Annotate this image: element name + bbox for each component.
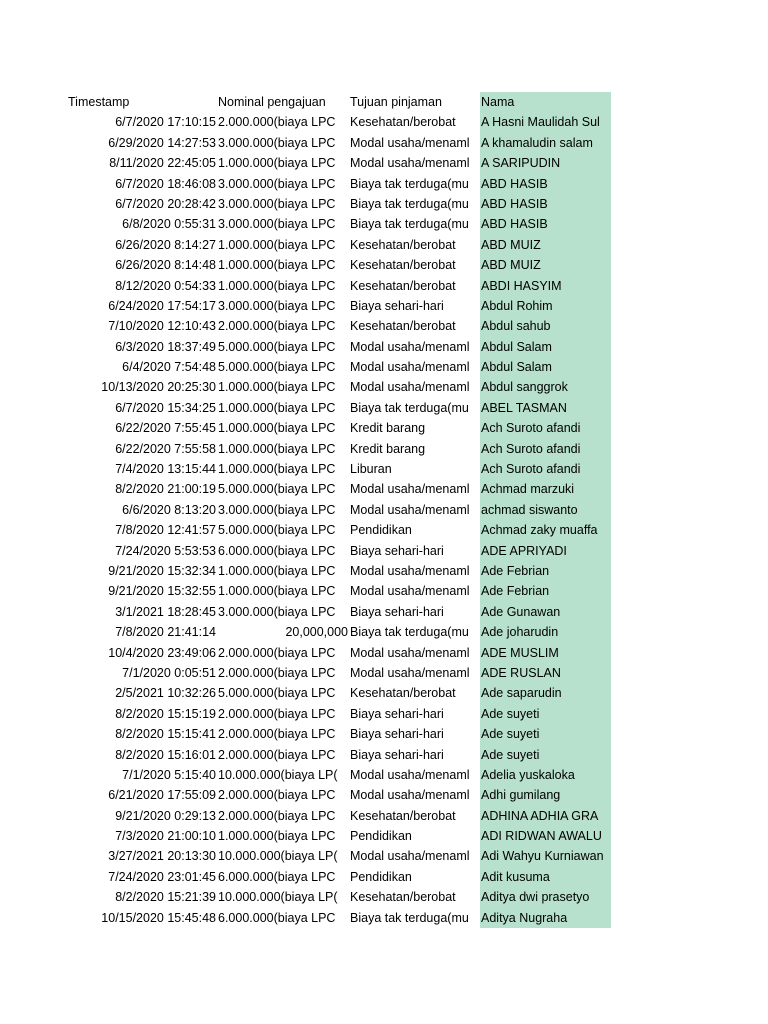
table-row <box>68 357 611 377</box>
cell-nama[interactable]: ADE MUSLIM <box>481 645 559 660</box>
cell-nama[interactable]: Ach Suroto afandi <box>481 462 581 477</box>
cell-nominal[interactable]: 2.000.000(biaya LPC <box>218 645 336 660</box>
cell-timestamp[interactable]: 7/10/2020 12:10:43 <box>108 319 216 334</box>
table-row <box>68 194 611 214</box>
table-row <box>68 622 611 642</box>
cell-timestamp[interactable]: 8/2/2020 15:15:41 <box>115 727 216 742</box>
cell-nominal[interactable]: 2.000.000(biaya LPC <box>218 319 336 334</box>
spreadsheet <box>68 92 611 928</box>
cell-nominal[interactable]: 3.000.000(biaya LPC <box>218 298 336 313</box>
cell-timestamp[interactable]: 9/21/2020 15:32:34 <box>108 563 216 578</box>
cell-timestamp[interactable]: 8/2/2020 15:15:19 <box>115 706 216 721</box>
table-row <box>68 479 611 499</box>
table-row <box>68 561 611 581</box>
cell-nominal[interactable]: 3.000.000(biaya LPC <box>218 217 336 232</box>
cell-timestamp[interactable]: 7/1/2020 0:05:51 <box>122 665 216 680</box>
cell-nominal[interactable]: 2.000.000(biaya LPC <box>218 665 336 680</box>
cell-timestamp[interactable]: 10/4/2020 23:49:06 <box>108 645 216 660</box>
cell-nama[interactable]: Achmad marzuki <box>481 482 575 497</box>
cell-tujuan[interactable]: Kesehatan/berobat <box>350 686 456 701</box>
cell-nama[interactable]: Aditya Nugraha <box>481 910 568 925</box>
cell-timestamp[interactable]: 7/8/2020 12:41:57 <box>115 523 216 538</box>
cell-timestamp[interactable]: 8/11/2020 22:45:05 <box>109 156 216 171</box>
cell-tujuan[interactable]: Modal usaha/menaml <box>350 563 470 578</box>
cell-timestamp[interactable]: 2/5/2021 10:32:26 <box>115 686 216 701</box>
table-row <box>68 214 611 234</box>
cell-nama[interactable]: ABD HASIB <box>481 176 548 191</box>
table-row <box>68 500 611 520</box>
cell-tujuan[interactable]: Pendidikan <box>350 523 412 538</box>
cell-tujuan[interactable]: Kredit barang <box>350 441 426 456</box>
cell-nama[interactable]: ADE APRIYADI <box>481 543 567 558</box>
cell-timestamp[interactable]: 6/22/2020 7:55:45 <box>115 421 216 436</box>
cell-timestamp[interactable]: 6/24/2020 17:54:17 <box>108 298 216 313</box>
table-row <box>68 765 611 785</box>
header-tujuan[interactable]: Tujuan pinjaman <box>350 95 442 109</box>
cell-nominal[interactable]: 10.000.000(biaya LP( <box>218 849 338 864</box>
cell-tujuan[interactable]: Modal usaha/menaml <box>350 788 470 803</box>
cell-timestamp[interactable]: 10/13/2020 20:25:30 <box>101 380 216 395</box>
cell-tujuan[interactable]: Pendidikan <box>350 829 412 844</box>
cell-tujuan[interactable]: Kesehatan/berobat <box>350 115 456 130</box>
cell-tujuan[interactable]: Modal usaha/menaml <box>350 360 470 375</box>
cell-nama[interactable]: Adelia yuskaloka <box>481 767 575 782</box>
cell-nama[interactable]: Abdul sanggrok <box>481 380 568 395</box>
table-row <box>68 296 611 316</box>
cell-nominal[interactable]: 2.000.000(biaya LPC <box>218 788 336 803</box>
cell-timestamp[interactable]: 7/24/2020 5:53:53 <box>115 543 216 558</box>
header-row <box>68 92 611 112</box>
cell-timestamp[interactable]: 6/6/2020 8:13:20 <box>122 502 216 517</box>
cell-timestamp[interactable]: 7/8/2020 21:41:14 <box>115 625 216 640</box>
header-nominal[interactable]: Nominal pengajuan <box>218 95 326 109</box>
cell-nominal[interactable]: 1.000.000(biaya LPC <box>218 584 336 599</box>
cell-tujuan[interactable]: Kesehatan/berobat <box>350 278 456 293</box>
cell-nominal[interactable]: 1.000.000(biaya LPC <box>218 278 336 293</box>
table-row <box>68 643 611 663</box>
cell-nama[interactable]: Achmad zaky muaffa <box>481 523 598 538</box>
cell-tujuan[interactable]: Kesehatan/berobat <box>350 808 456 823</box>
cell-nominal[interactable]: 10.000.000(biaya LP( <box>218 767 338 782</box>
data-rows <box>68 112 611 928</box>
table-row <box>68 520 611 540</box>
cell-tujuan[interactable]: Kesehatan/berobat <box>350 319 456 334</box>
table-row <box>68 602 611 622</box>
cell-nama[interactable]: ADE RUSLAN <box>481 665 561 680</box>
cell-tujuan[interactable]: Biaya sehari-hari <box>350 747 444 762</box>
table-row <box>68 887 611 907</box>
cell-tujuan[interactable]: Modal usaha/menaml <box>350 584 470 599</box>
table-row <box>68 398 611 418</box>
table-row <box>68 459 611 479</box>
cell-timestamp[interactable]: 10/15/2020 15:45:48 <box>101 910 216 925</box>
cell-nominal[interactable]: 3.000.000(biaya LPC <box>218 176 336 191</box>
cell-nominal[interactable]: 20,000,000 <box>285 625 348 640</box>
cell-tujuan[interactable]: Biaya sehari-hari <box>350 298 444 313</box>
cell-nama[interactable]: ABEL TASMAN <box>481 400 567 415</box>
cell-tujuan[interactable]: Biaya tak terduga(mu <box>350 217 469 232</box>
cell-timestamp[interactable]: 7/3/2020 21:00:10 <box>115 829 216 844</box>
cell-tujuan[interactable]: Modal usaha/menaml <box>350 767 470 782</box>
cell-tujuan[interactable]: Modal usaha/menaml <box>350 482 470 497</box>
table-row <box>68 337 611 357</box>
cell-nominal[interactable]: 2.000.000(biaya LPC <box>218 706 336 721</box>
cell-nominal[interactable]: 1.000.000(biaya LPC <box>218 400 336 415</box>
table-row <box>68 704 611 724</box>
cell-tujuan[interactable]: Kredit barang <box>350 421 426 436</box>
cell-tujuan[interactable]: Liburan <box>350 462 392 477</box>
cell-nominal[interactable]: 1.000.000(biaya LPC <box>218 462 336 477</box>
cell-nominal[interactable]: 2.000.000(biaya LPC <box>218 808 336 823</box>
table-row <box>68 846 611 866</box>
cell-tujuan[interactable]: Kesehatan/berobat <box>350 237 456 252</box>
cell-tujuan[interactable]: Biaya tak terduga(mu <box>350 176 469 191</box>
cell-nama[interactable]: A Hasni Maulidah Sul <box>481 115 600 130</box>
cell-tujuan[interactable]: Modal usaha/menaml <box>350 502 470 517</box>
cell-timestamp[interactable]: 6/7/2020 18:46:08 <box>115 176 216 191</box>
cell-timestamp[interactable]: 9/21/2020 0:29:13 <box>115 808 216 823</box>
cell-nama[interactable]: Ade Febrian <box>481 563 550 578</box>
cell-timestamp[interactable]: 6/26/2020 8:14:48 <box>115 258 216 273</box>
table-row <box>68 581 611 601</box>
cell-timestamp[interactable]: 7/1/2020 5:15:40 <box>122 767 216 782</box>
cell-nominal[interactable]: 10.000.000(biaya LP( <box>218 890 338 905</box>
cell-timestamp[interactable]: 6/3/2020 18:37:49 <box>115 339 216 354</box>
table-row <box>68 377 611 397</box>
cell-tujuan[interactable]: Modal usaha/menaml <box>350 665 470 680</box>
table-row <box>68 235 611 255</box>
cell-nama[interactable]: Ade saparudin <box>481 686 562 701</box>
cell-timestamp[interactable]: 6/8/2020 0:55:31 <box>122 217 216 232</box>
cell-nominal[interactable]: 3.000.000(biaya LPC <box>218 135 336 150</box>
cell-nama[interactable]: Ach Suroto afandi <box>481 421 581 436</box>
cell-tujuan[interactable]: Modal usaha/menaml <box>350 135 470 150</box>
cell-tujuan[interactable]: Modal usaha/menaml <box>350 849 470 864</box>
cell-nominal[interactable]: 1.000.000(biaya LPC <box>218 441 336 456</box>
cell-timestamp[interactable]: 6/29/2020 14:27:53 <box>108 135 216 150</box>
cell-nama[interactable]: Adit kusuma <box>481 869 550 884</box>
cell-nama[interactable]: ADHINA ADHIA GRA <box>481 808 599 823</box>
table-row <box>68 745 611 765</box>
cell-tujuan[interactable]: Biaya tak terduga(mu <box>350 625 469 640</box>
table-row <box>68 418 611 438</box>
cell-nominal[interactable]: 1.000.000(biaya LPC <box>218 829 336 844</box>
table-row <box>68 785 611 805</box>
cell-nominal[interactable]: 1.000.000(biaya LPC <box>218 563 336 578</box>
cell-nominal[interactable]: 3.000.000(biaya LPC <box>218 196 336 211</box>
cell-nominal[interactable]: 1.000.000(biaya LPC <box>218 156 336 171</box>
cell-tujuan[interactable]: Biaya tak terduga(mu <box>350 910 469 925</box>
table-row <box>68 439 611 459</box>
cell-nama[interactable]: Ade suyeti <box>481 727 540 742</box>
table-row <box>68 316 611 336</box>
cell-timestamp[interactable]: 6/7/2020 20:28:42 <box>115 196 216 211</box>
table-row <box>68 826 611 846</box>
cell-nominal[interactable]: 6.000.000(biaya LPC <box>218 543 336 558</box>
cell-nominal[interactable]: 2.000.000(biaya LPC <box>218 747 336 762</box>
cell-nama[interactable]: achmad siswanto <box>481 502 578 517</box>
cell-nominal[interactable]: 5.000.000(biaya LPC <box>218 339 336 354</box>
cell-nama[interactable]: ABD HASIB <box>481 217 548 232</box>
cell-timestamp[interactable]: 6/7/2020 15:34:25 <box>115 400 216 415</box>
header-nama[interactable]: Nama <box>481 95 515 109</box>
cell-nama[interactable]: Abdul Salam <box>481 360 552 375</box>
cell-timestamp[interactable]: 6/22/2020 7:55:58 <box>115 441 216 456</box>
cell-nama[interactable]: Ade joharudin <box>481 625 559 640</box>
table-row <box>68 908 611 928</box>
cell-nama[interactable]: Ach Suroto afandi <box>481 441 581 456</box>
cell-nominal[interactable]: 6.000.000(biaya LPC <box>218 869 336 884</box>
cell-tujuan[interactable]: Biaya sehari-hari <box>350 706 444 721</box>
cell-timestamp[interactable]: 8/12/2020 0:54:33 <box>115 278 216 293</box>
table-row <box>68 153 611 173</box>
cell-tujuan[interactable]: Kesehatan/berobat <box>350 890 456 905</box>
cell-nominal[interactable]: 5.000.000(biaya LPC <box>218 686 336 701</box>
cell-timestamp[interactable]: 6/7/2020 17:10:15 <box>115 115 216 130</box>
cell-nama[interactable]: Ade suyeti <box>481 747 540 762</box>
cell-nominal[interactable]: 1.000.000(biaya LPC <box>218 421 336 436</box>
cell-timestamp[interactable]: 3/1/2021 18:28:45 <box>115 604 216 619</box>
cell-nama[interactable]: Ade suyeti <box>481 706 540 721</box>
cell-nama[interactable]: ABDI HASYIM <box>481 278 562 293</box>
cell-nama[interactable]: ABD MUIZ <box>481 258 541 273</box>
cell-timestamp[interactable]: 8/2/2020 15:16:01 <box>115 747 216 762</box>
cell-nominal[interactable]: 3.000.000(biaya LPC <box>218 502 336 517</box>
cell-tujuan[interactable]: Modal usaha/menaml <box>350 156 470 171</box>
cell-nama[interactable]: ADI RIDWAN AWALU <box>481 829 602 844</box>
cell-timestamp[interactable]: 6/26/2020 8:14:27 <box>115 237 216 252</box>
cell-timestamp[interactable]: 7/24/2020 23:01:45 <box>108 869 216 884</box>
cell-timestamp[interactable]: 9/21/2020 15:32:55 <box>108 584 216 599</box>
table-row <box>68 174 611 194</box>
cell-nama[interactable]: ABD HASIB <box>481 196 548 211</box>
table-row <box>68 806 611 826</box>
table-row <box>68 724 611 744</box>
cell-tujuan[interactable]: Biaya sehari-hari <box>350 727 444 742</box>
cell-tujuan[interactable]: Modal usaha/menaml <box>350 645 470 660</box>
cell-nominal[interactable]: 2.000.000(biaya LPC <box>218 727 336 742</box>
cell-timestamp[interactable]: 8/2/2020 21:00:19 <box>115 482 216 497</box>
cell-nominal[interactable]: 5.000.000(biaya LPC <box>218 523 336 538</box>
cell-nama[interactable]: Abdul Rohim <box>481 298 553 313</box>
table-row <box>68 133 611 153</box>
cell-timestamp[interactable]: 6/21/2020 17:55:09 <box>108 788 216 803</box>
table-row <box>68 683 611 703</box>
cell-tujuan[interactable]: Biaya sehari-hari <box>350 543 444 558</box>
cell-nominal[interactable]: 5.000.000(biaya LPC <box>218 360 336 375</box>
cell-tujuan[interactable]: Pendidikan <box>350 869 412 884</box>
table-row <box>68 112 611 132</box>
cell-nominal[interactable]: 6.000.000(biaya LPC <box>218 910 336 925</box>
cell-tujuan[interactable]: Biaya sehari-hari <box>350 604 444 619</box>
cell-tujuan[interactable]: Biaya tak terduga(mu <box>350 196 469 211</box>
cell-timestamp[interactable]: 7/4/2020 13:15:44 <box>115 462 216 477</box>
cell-nama[interactable]: Abdul Salam <box>481 339 552 354</box>
table-row <box>68 255 611 275</box>
table-row <box>68 867 611 887</box>
cell-nama[interactable]: Adhi gumilang <box>481 788 561 803</box>
cell-nominal[interactable]: 2.000.000(biaya LPC <box>218 115 336 130</box>
table-row <box>68 541 611 561</box>
header-timestamp[interactable]: Timestamp <box>68 95 130 109</box>
cell-nama[interactable]: Ade Gunawan <box>481 604 561 619</box>
cell-nominal[interactable]: 1.000.000(biaya LPC <box>218 380 336 395</box>
cell-timestamp[interactable]: 6/4/2020 7:54:48 <box>122 360 216 375</box>
cell-tujuan[interactable]: Modal usaha/menaml <box>350 339 470 354</box>
cell-nama[interactable]: Aditya dwi prasetyo <box>481 890 590 905</box>
cell-nominal[interactable]: 1.000.000(biaya LPC <box>218 237 336 252</box>
cell-tujuan[interactable]: Modal usaha/menaml <box>350 380 470 395</box>
cell-timestamp[interactable]: 3/27/2021 20:13:30 <box>108 849 216 864</box>
cell-nominal[interactable]: 3.000.000(biaya LPC <box>218 604 336 619</box>
cell-nama[interactable]: Ade Febrian <box>481 584 550 599</box>
cell-tujuan[interactable]: Biaya tak terduga(mu <box>350 400 469 415</box>
cell-nama[interactable]: A khamaludin salam <box>481 135 593 150</box>
table-row <box>68 276 611 296</box>
cell-nominal[interactable]: 5.000.000(biaya LPC <box>218 482 336 497</box>
cell-nama[interactable]: ABD MUIZ <box>481 237 541 252</box>
table-row <box>68 663 611 683</box>
cell-tujuan[interactable]: Kesehatan/berobat <box>350 258 456 273</box>
cell-nama[interactable]: Abdul sahub <box>481 319 551 334</box>
cell-nama[interactable]: A SARIPUDIN <box>481 156 561 171</box>
cell-nama[interactable]: Adi Wahyu Kurniawan <box>481 849 604 864</box>
cell-timestamp[interactable]: 8/2/2020 15:21:39 <box>115 890 216 905</box>
cell-nominal[interactable]: 1.000.000(biaya LPC <box>218 258 336 273</box>
